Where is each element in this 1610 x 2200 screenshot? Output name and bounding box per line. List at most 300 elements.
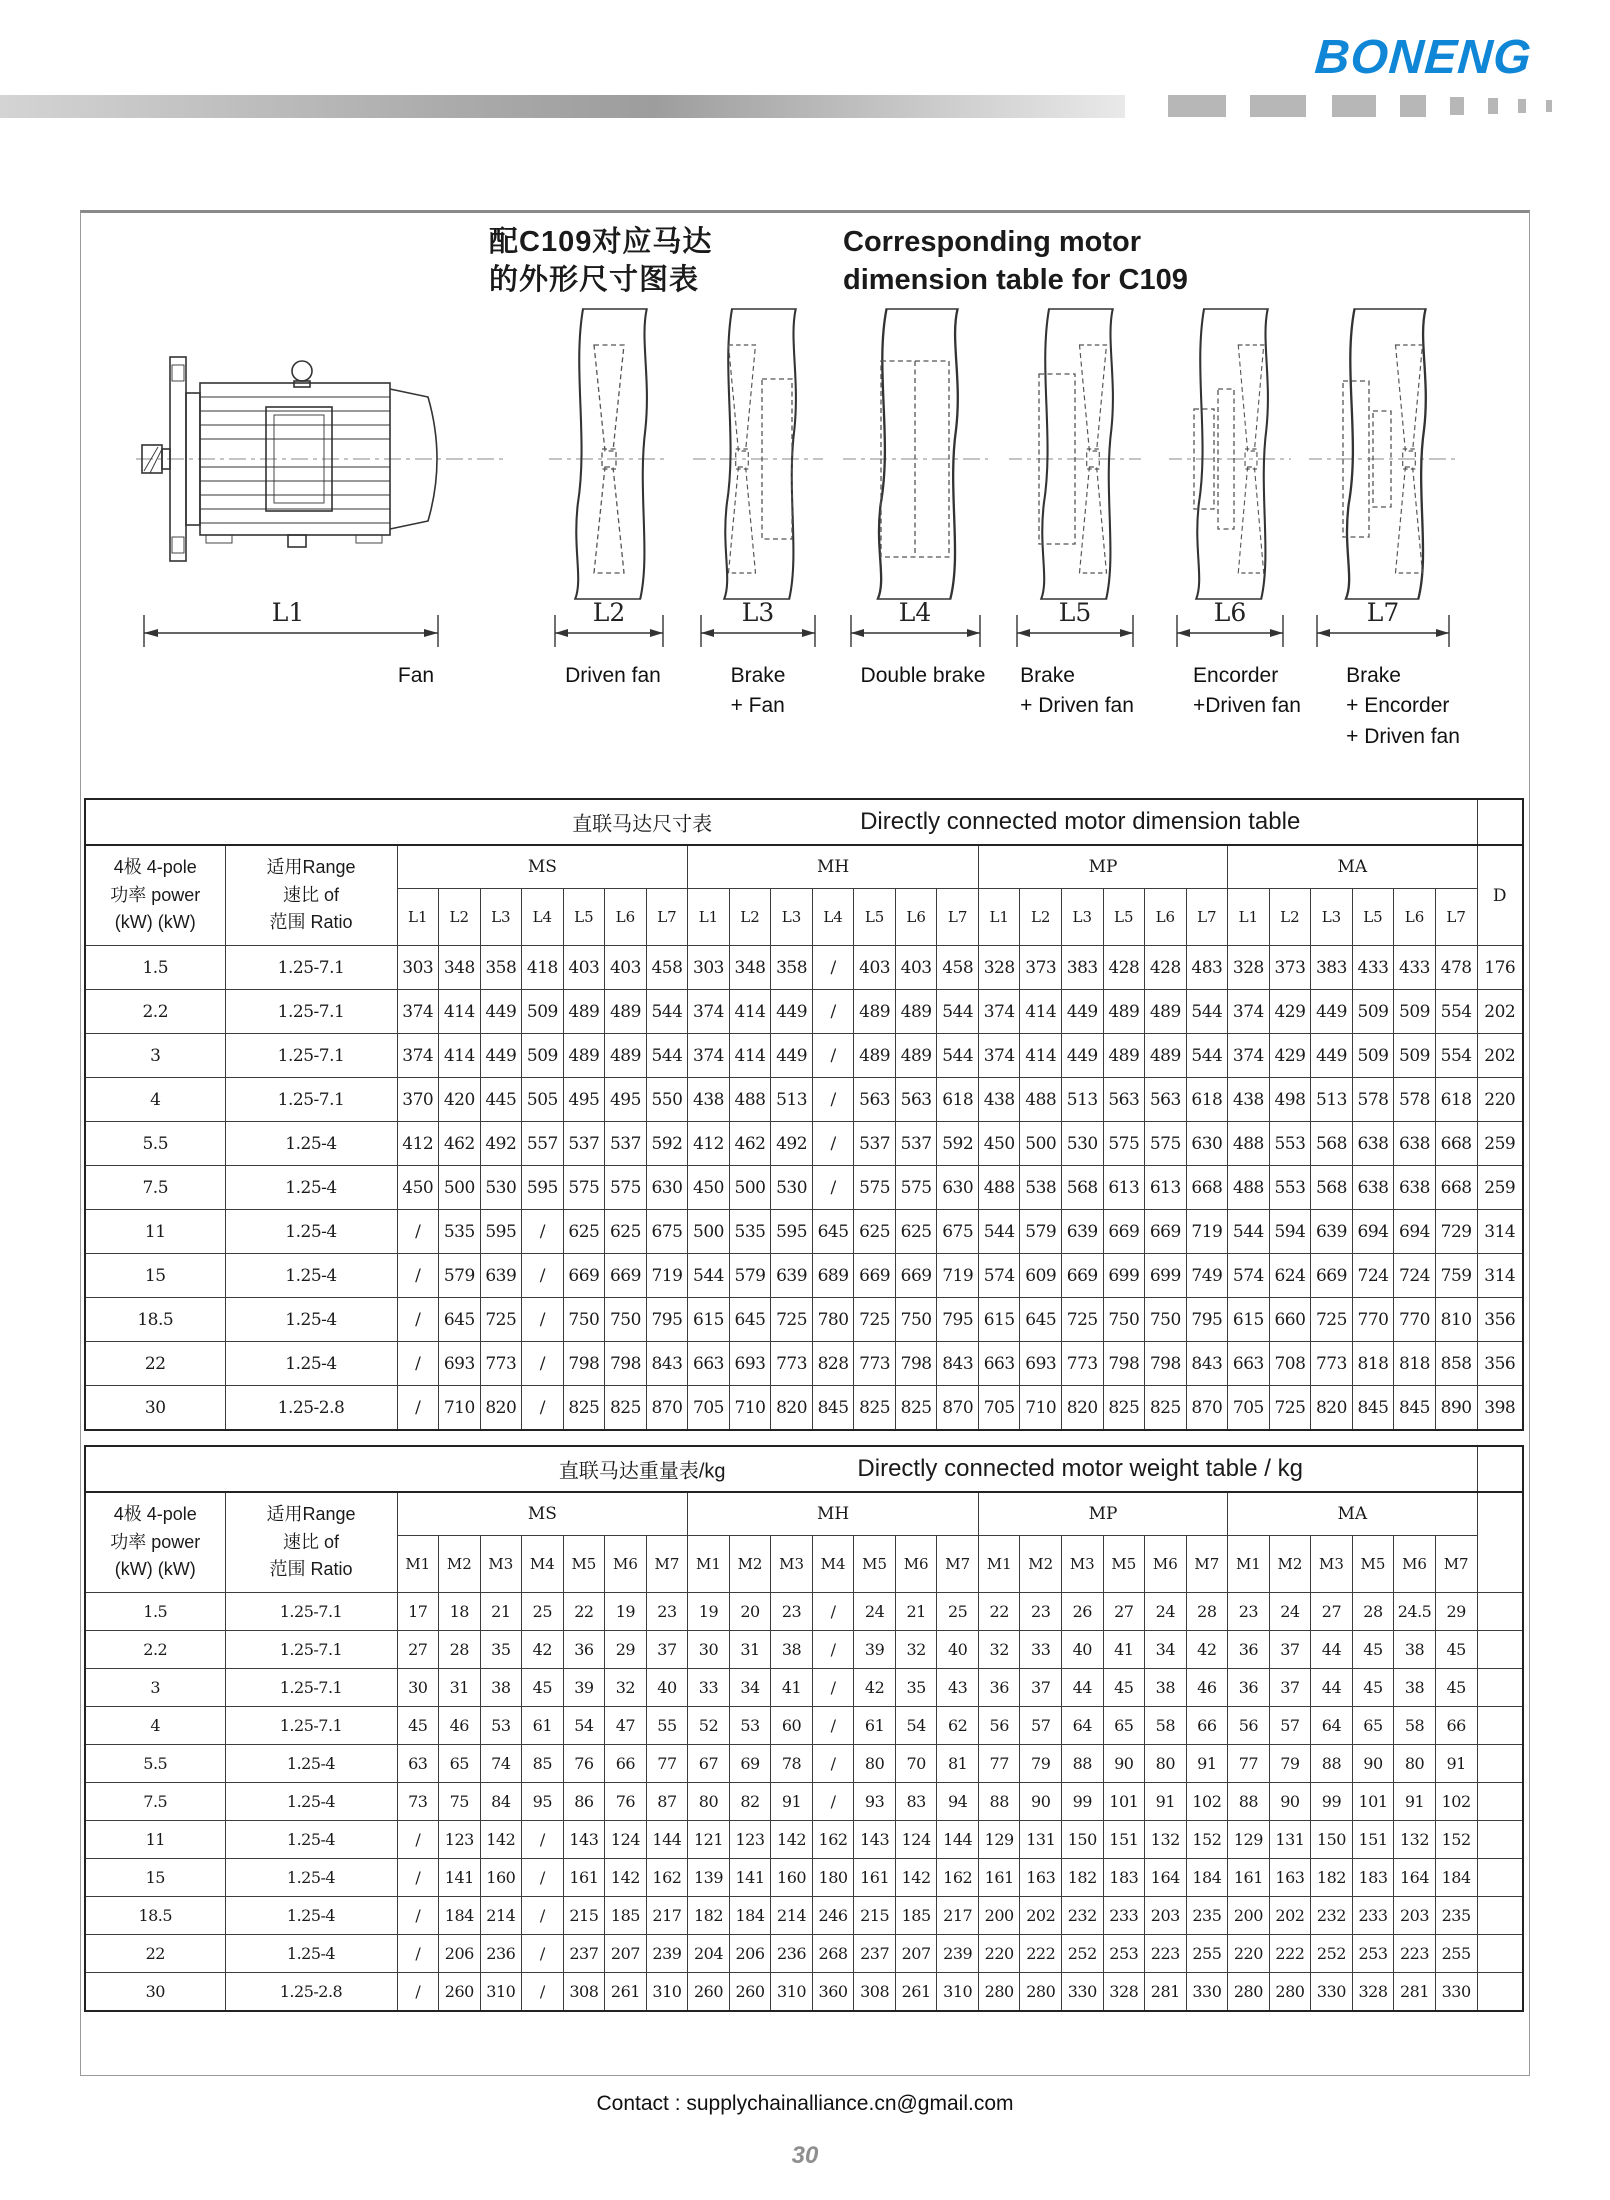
- value-cell: 428: [1145, 946, 1187, 990]
- value-cell: 233: [1352, 1897, 1394, 1935]
- value-cell: 592: [646, 1122, 688, 1166]
- value-cell: 91: [1186, 1745, 1228, 1783]
- value-cell: 725: [480, 1298, 522, 1342]
- table-row: [85, 1078, 1523, 1122]
- value-cell: 235: [1186, 1897, 1228, 1935]
- value-cell: 669: [563, 1254, 605, 1298]
- value-cell: 438: [688, 1078, 730, 1122]
- value-cell: /: [397, 1298, 439, 1342]
- value-cell: 374: [1228, 990, 1270, 1034]
- figure-caption: Fan: [397, 664, 435, 687]
- value-cell: 639: [771, 1254, 813, 1298]
- value-cell: 513: [771, 1078, 813, 1122]
- value-cell: 374: [397, 1034, 439, 1078]
- power-cell: 11: [85, 1821, 225, 1859]
- value-cell: 509: [522, 1034, 564, 1078]
- ratio-cell: 1.25-4: [225, 1298, 397, 1342]
- value-cell: 45: [1352, 1669, 1394, 1707]
- value-cell: 24.5: [1394, 1593, 1436, 1631]
- value-cell: 102: [1435, 1783, 1477, 1821]
- value-cell: 870: [1186, 1386, 1228, 1431]
- value-cell: 27: [397, 1631, 439, 1669]
- value-cell: 668: [1435, 1166, 1477, 1210]
- value-cell: 719: [937, 1254, 979, 1298]
- dimension-label: L2: [592, 598, 626, 627]
- value-cell: 625: [895, 1210, 937, 1254]
- value-cell: 131: [1020, 1821, 1062, 1859]
- value-cell: 615: [688, 1298, 730, 1342]
- value-cell: 161: [978, 1859, 1020, 1897]
- value-cell: 24: [1269, 1593, 1311, 1631]
- ratio-cell: 1.25-7.1: [225, 946, 397, 990]
- value-cell: 259: [1477, 1166, 1523, 1210]
- value-cell: 23: [771, 1593, 813, 1631]
- value-cell: 373: [1020, 946, 1062, 990]
- value-cell: 180: [812, 1859, 854, 1897]
- sub-column-header: M7: [646, 1536, 688, 1593]
- value-cell: 161: [563, 1859, 605, 1897]
- value-cell: 544: [1186, 1034, 1228, 1078]
- value-cell: 52: [688, 1707, 730, 1745]
- value-cell: 845: [1394, 1386, 1436, 1431]
- value-cell: 232: [1062, 1897, 1104, 1935]
- value-cell: 69: [729, 1745, 771, 1783]
- sub-column-header: M2: [1269, 1536, 1311, 1593]
- value-cell: 429: [1269, 990, 1311, 1034]
- value-cell: 23: [1020, 1593, 1062, 1631]
- value-cell: /: [397, 1210, 439, 1254]
- value-cell: 710: [729, 1386, 771, 1431]
- value-cell: 314: [1477, 1210, 1523, 1254]
- value-cell: 729: [1435, 1210, 1477, 1254]
- value-cell: 35: [480, 1631, 522, 1669]
- value-cell: 260: [688, 1973, 730, 2012]
- value-cell: 489: [1103, 1034, 1145, 1078]
- value-cell: 509: [522, 990, 564, 1034]
- value-cell: 57: [1020, 1707, 1062, 1745]
- value-cell: 489: [854, 1034, 896, 1078]
- value-cell: 489: [605, 1034, 647, 1078]
- sub-column-header: M4: [812, 1536, 854, 1593]
- sub-column-header: L2: [439, 889, 481, 946]
- value-cell: 710: [439, 1386, 481, 1431]
- value-cell: 795: [646, 1298, 688, 1342]
- value-cell: 91: [1394, 1783, 1436, 1821]
- value-cell: /: [812, 1034, 854, 1078]
- value-cell: 200: [978, 1897, 1020, 1935]
- value-cell: 348: [729, 946, 771, 990]
- value-cell: 56: [1228, 1707, 1270, 1745]
- value-cell: 214: [771, 1897, 813, 1935]
- sub-column-header: L3: [480, 889, 522, 946]
- value-cell: /: [812, 1707, 854, 1745]
- value-cell: 645: [729, 1298, 771, 1342]
- value-cell: 42: [522, 1631, 564, 1669]
- contact-line: Contact : supplychainalliance.cn@gmail.com: [596, 2092, 1014, 2115]
- table-row: [85, 1707, 1523, 1745]
- sub-column-header: M7: [937, 1536, 979, 1593]
- value-cell: 43: [937, 1669, 979, 1707]
- value-cell: 207: [895, 1935, 937, 1973]
- value-cell: 152: [1186, 1821, 1228, 1859]
- ratio-header: 适用Range 速比 of 范围 Ratio: [225, 1492, 397, 1593]
- value-cell: 217: [646, 1897, 688, 1935]
- value-cell: 449: [771, 1034, 813, 1078]
- value-cell: 328: [978, 946, 1020, 990]
- value-cell: 750: [605, 1298, 647, 1342]
- value-cell: 348: [439, 946, 481, 990]
- value-cell: 462: [729, 1122, 771, 1166]
- value-cell: 75: [439, 1783, 481, 1821]
- value-cell: 102: [1186, 1783, 1228, 1821]
- value-cell: 281: [1394, 1973, 1436, 2012]
- sub-column-header: L3: [1311, 889, 1353, 946]
- value-cell: 55: [646, 1707, 688, 1745]
- value-cell: 88: [1228, 1783, 1270, 1821]
- value-cell: 462: [439, 1122, 481, 1166]
- value-cell: 314: [1477, 1254, 1523, 1298]
- value-cell: /: [522, 1935, 564, 1973]
- value-cell: 65: [1352, 1707, 1394, 1745]
- value-cell: 21: [480, 1593, 522, 1631]
- table-row: [85, 1210, 1523, 1254]
- value-cell: 160: [480, 1859, 522, 1897]
- value-cell: 310: [646, 1973, 688, 2012]
- value-cell: 101: [1352, 1783, 1394, 1821]
- power-cell: 11: [85, 1210, 225, 1254]
- value-cell: 693: [1020, 1342, 1062, 1386]
- ratio-cell: 1.25-7.1: [225, 990, 397, 1034]
- value-cell: 630: [937, 1166, 979, 1210]
- value-cell: 438: [1228, 1078, 1270, 1122]
- value-cell: 843: [1186, 1342, 1228, 1386]
- value-cell: 206: [439, 1935, 481, 1973]
- dimension-label: L6: [1213, 598, 1247, 627]
- table-row: [85, 1897, 1523, 1935]
- value-cell: 820: [1062, 1386, 1104, 1431]
- value-cell: /: [812, 1078, 854, 1122]
- value-cell: 76: [563, 1745, 605, 1783]
- value-cell: 575: [854, 1166, 896, 1210]
- value-cell: 30: [397, 1669, 439, 1707]
- value-cell: 544: [937, 1034, 979, 1078]
- header-decoration-bar: [0, 95, 1125, 118]
- value-cell: [1477, 1859, 1523, 1897]
- sub-column-header: L3: [1062, 889, 1104, 946]
- value-cell: 23: [1228, 1593, 1270, 1631]
- value-cell: /: [812, 990, 854, 1034]
- value-cell: 280: [1228, 1973, 1270, 2012]
- ratio-cell: 1.25-2.8: [225, 1386, 397, 1431]
- ratio-cell: 1.25-4: [225, 1859, 397, 1897]
- table-row: [85, 1034, 1523, 1078]
- value-cell: 624: [1269, 1254, 1311, 1298]
- value-cell: 449: [1311, 990, 1353, 1034]
- sub-column-header: L2: [1020, 889, 1062, 946]
- motor-outline-drawing: [136, 299, 506, 649]
- value-cell: 663: [1228, 1342, 1270, 1386]
- value-cell: 575: [563, 1166, 605, 1210]
- value-cell: 669: [605, 1254, 647, 1298]
- value-cell: 91: [1145, 1783, 1187, 1821]
- value-cell: 820: [1311, 1386, 1353, 1431]
- value-cell: 144: [937, 1821, 979, 1859]
- value-cell: 630: [1186, 1122, 1228, 1166]
- value-cell: 36: [978, 1669, 1020, 1707]
- value-cell: 489: [1145, 990, 1187, 1034]
- figure-caption: Double brake: [860, 664, 986, 687]
- value-cell: 123: [439, 1821, 481, 1859]
- value-cell: /: [522, 1897, 564, 1935]
- value-cell: 206: [729, 1935, 771, 1973]
- value-cell: 150: [1311, 1821, 1353, 1859]
- value-cell: /: [522, 1821, 564, 1859]
- value-cell: 66: [1435, 1707, 1477, 1745]
- value-cell: 77: [978, 1745, 1020, 1783]
- value-cell: 123: [729, 1821, 771, 1859]
- value-cell: 500: [688, 1210, 730, 1254]
- value-cell: 625: [854, 1210, 896, 1254]
- value-cell: 374: [978, 1034, 1020, 1078]
- value-cell: 489: [605, 990, 647, 1034]
- value-cell: 579: [439, 1254, 481, 1298]
- value-cell: /: [397, 1973, 439, 2012]
- value-cell: 261: [895, 1973, 937, 2012]
- value-cell: 260: [729, 1973, 771, 2012]
- value-cell: 675: [937, 1210, 979, 1254]
- series-group-header: MS: [397, 845, 688, 889]
- value-cell: 237: [563, 1935, 605, 1973]
- table-row: [85, 1593, 1523, 1631]
- sub-column-header: L5: [1352, 889, 1394, 946]
- value-cell: 694: [1352, 1210, 1394, 1254]
- sub-column-header: L3: [771, 889, 813, 946]
- value-cell: 45: [1352, 1631, 1394, 1669]
- value-cell: 825: [605, 1386, 647, 1431]
- value-cell: 78: [771, 1745, 813, 1783]
- section-drawing: [1169, 299, 1291, 649]
- value-cell: 235: [1435, 1897, 1477, 1935]
- value-cell: 28: [1186, 1593, 1228, 1631]
- value-cell: 383: [1062, 946, 1104, 990]
- value-cell: 428: [1103, 946, 1145, 990]
- value-cell: 281: [1145, 1973, 1187, 2012]
- power-cell: 5.5: [85, 1745, 225, 1783]
- value-cell: 638: [1352, 1166, 1394, 1210]
- value-cell: 625: [563, 1210, 605, 1254]
- value-cell: 578: [1394, 1078, 1436, 1122]
- section-drawing: [843, 299, 988, 649]
- value-cell: 32: [895, 1631, 937, 1669]
- value-cell: 24: [854, 1593, 896, 1631]
- figure-caption: Brake + Driven fan: [1020, 664, 1134, 718]
- value-cell: 725: [1062, 1298, 1104, 1342]
- value-cell: 280: [1020, 1973, 1062, 2012]
- sub-column-header: M3: [480, 1536, 522, 1593]
- value-cell: 449: [1311, 1034, 1353, 1078]
- sub-column-header: L1: [1228, 889, 1270, 946]
- dimension-label: L1: [271, 598, 305, 627]
- value-cell: 38: [1394, 1631, 1436, 1669]
- value-cell: 858: [1435, 1342, 1477, 1386]
- power-header: 4极 4-pole 功率 power (kW) (kW): [85, 1492, 225, 1593]
- value-cell: 449: [480, 1034, 522, 1078]
- ratio-cell: 1.25-4: [225, 1783, 397, 1821]
- value-cell: 489: [895, 990, 937, 1034]
- value-cell: 513: [1062, 1078, 1104, 1122]
- value-cell: 668: [1186, 1166, 1228, 1210]
- sub-column-header: M5: [1103, 1536, 1145, 1593]
- value-cell: 38: [480, 1669, 522, 1707]
- value-cell: 489: [895, 1034, 937, 1078]
- value-cell: 200: [1228, 1897, 1270, 1935]
- value-cell: 613: [1103, 1166, 1145, 1210]
- value-cell: 29: [605, 1631, 647, 1669]
- value-cell: 204: [688, 1935, 730, 1973]
- value-cell: 19: [688, 1593, 730, 1631]
- value-cell: 638: [1394, 1122, 1436, 1166]
- section-drawing: [1309, 299, 1457, 649]
- value-cell: 45: [397, 1707, 439, 1745]
- sub-column-header: L6: [1145, 889, 1187, 946]
- value-cell: 370: [397, 1078, 439, 1122]
- value-cell: 638: [1394, 1166, 1436, 1210]
- series-group-header: MA: [1228, 845, 1477, 889]
- value-cell: 202: [1477, 1034, 1523, 1078]
- power-cell: 2.2: [85, 990, 225, 1034]
- value-cell: 162: [812, 1821, 854, 1859]
- table-caption: 直联马达重量表/kg Directly connected motor weight table / kg: [85, 1446, 1477, 1492]
- value-cell: 818: [1394, 1342, 1436, 1386]
- power-cell: 1.5: [85, 946, 225, 990]
- value-cell: 32: [605, 1669, 647, 1707]
- header-decoration-dash: [1168, 95, 1226, 117]
- value-cell: 489: [1103, 990, 1145, 1034]
- section-drawing: [693, 299, 823, 649]
- value-cell: 450: [688, 1166, 730, 1210]
- value-cell: 403: [854, 946, 896, 990]
- ratio-header: 适用Range 速比 of 范围 Ratio: [225, 845, 397, 946]
- value-cell: 268: [812, 1935, 854, 1973]
- sub-column-header: M3: [1062, 1536, 1104, 1593]
- value-cell: 414: [1020, 1034, 1062, 1078]
- value-cell: [1477, 1707, 1523, 1745]
- ratio-cell: 1.25-4: [225, 1122, 397, 1166]
- sub-column-header: L5: [854, 889, 896, 946]
- value-cell: /: [397, 1386, 439, 1431]
- value-cell: 613: [1145, 1166, 1187, 1210]
- value-cell: 260: [439, 1973, 481, 2012]
- value-cell: 530: [771, 1166, 813, 1210]
- value-cell: 26: [1062, 1593, 1104, 1631]
- value-cell: 450: [397, 1166, 439, 1210]
- value-cell: 253: [1103, 1935, 1145, 1973]
- value-cell: 45: [1103, 1669, 1145, 1707]
- value-cell: 18: [439, 1593, 481, 1631]
- value-cell: 222: [1020, 1935, 1062, 1973]
- value-cell: 87: [646, 1783, 688, 1821]
- power-cell: 1.5: [85, 1593, 225, 1631]
- value-cell: 773: [771, 1342, 813, 1386]
- value-cell: 35: [895, 1669, 937, 1707]
- power-cell: 15: [85, 1254, 225, 1298]
- value-cell: 94: [937, 1783, 979, 1821]
- value-cell: 489: [1145, 1034, 1187, 1078]
- sub-column-header: L2: [729, 889, 771, 946]
- value-cell: 595: [771, 1210, 813, 1254]
- value-cell: 420: [439, 1078, 481, 1122]
- sub-column-header: M1: [688, 1536, 730, 1593]
- power-cell: 3: [85, 1034, 225, 1078]
- value-cell: 609: [1020, 1254, 1062, 1298]
- value-cell: 489: [563, 990, 605, 1034]
- value-cell: 77: [646, 1745, 688, 1783]
- page-title-en: Corresponding motor dimension table for C109: [843, 226, 1188, 297]
- table-row: [85, 1821, 1523, 1859]
- value-cell: 509: [1352, 1034, 1394, 1078]
- value-cell: 202: [1020, 1897, 1062, 1935]
- value-cell: /: [812, 1122, 854, 1166]
- value-cell: 61: [522, 1707, 564, 1745]
- dimension-label: L7: [1366, 598, 1400, 627]
- value-cell: 184: [729, 1897, 771, 1935]
- value-cell: 252: [1062, 1935, 1104, 1973]
- value-cell: 645: [439, 1298, 481, 1342]
- series-group-header: MP: [978, 845, 1227, 889]
- value-cell: 568: [1311, 1166, 1353, 1210]
- value-cell: 76: [605, 1783, 647, 1821]
- value-cell: 22: [563, 1593, 605, 1631]
- value-cell: 83: [895, 1783, 937, 1821]
- value-cell: 669: [854, 1254, 896, 1298]
- section-drawing: [549, 299, 669, 649]
- value-cell: 93: [854, 1783, 896, 1821]
- value-cell: 693: [729, 1342, 771, 1386]
- sub-column-header: L7: [1186, 889, 1228, 946]
- header-decoration-dash: [1332, 95, 1376, 117]
- value-cell: 42: [1186, 1631, 1228, 1669]
- table-row: [85, 990, 1523, 1034]
- figure-brake-driven-fan: [1009, 299, 1141, 649]
- value-cell: 150: [1062, 1821, 1104, 1859]
- value-cell: 255: [1435, 1935, 1477, 1973]
- sub-column-header: M2: [1020, 1536, 1062, 1593]
- value-cell: 554: [1435, 1034, 1477, 1078]
- value-cell: 61: [854, 1707, 896, 1745]
- value-cell: 414: [439, 1034, 481, 1078]
- value-cell: 843: [646, 1342, 688, 1386]
- value-cell: 705: [1228, 1386, 1270, 1431]
- value-cell: 17: [397, 1593, 439, 1631]
- value-cell: 488: [978, 1166, 1020, 1210]
- value-cell: 163: [1269, 1859, 1311, 1897]
- value-cell: 63: [397, 1745, 439, 1783]
- value-cell: 618: [1186, 1078, 1228, 1122]
- sub-column-header: M6: [1394, 1536, 1436, 1593]
- value-cell: 53: [480, 1707, 522, 1745]
- value-cell: 433: [1352, 946, 1394, 990]
- table-row: [85, 946, 1523, 990]
- table-row: [85, 1669, 1523, 1707]
- value-cell: 509: [1352, 990, 1394, 1034]
- value-cell: 182: [1062, 1859, 1104, 1897]
- value-cell: [1477, 1783, 1523, 1821]
- value-cell: 132: [1145, 1821, 1187, 1859]
- value-cell: /: [812, 1593, 854, 1631]
- value-cell: /: [397, 1859, 439, 1897]
- value-cell: 500: [1020, 1122, 1062, 1166]
- value-cell: 574: [978, 1254, 1020, 1298]
